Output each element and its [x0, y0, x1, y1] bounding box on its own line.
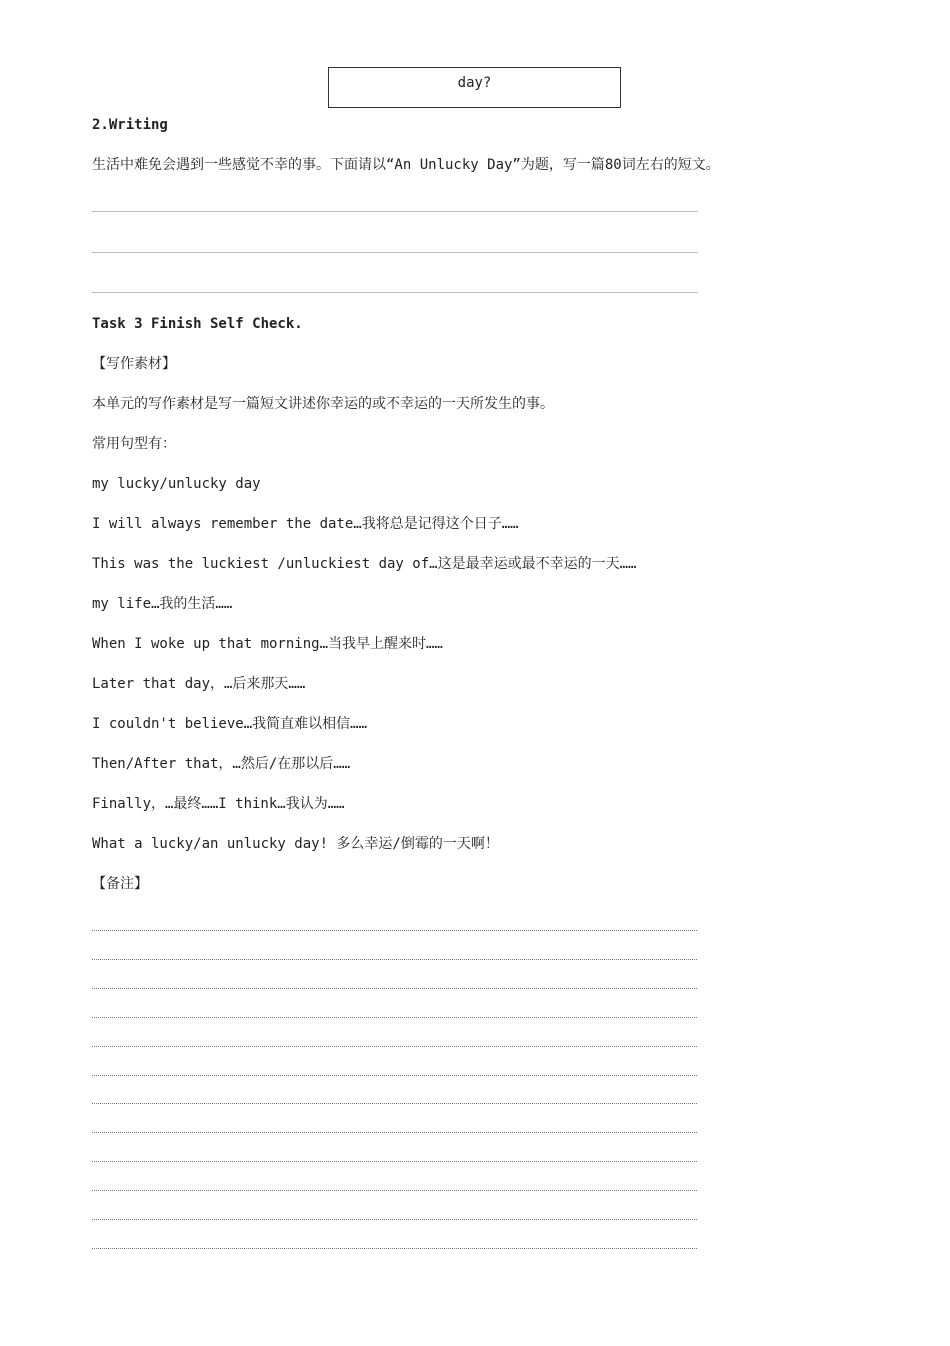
writing-heading: 2.Writing	[92, 117, 168, 133]
answer-line[interactable]	[92, 252, 698, 253]
phrase-item: Later that day，…后来那天……	[92, 676, 306, 692]
phrase-item: What a lucky/an unlucky day! 多么幸运/倒霉的一天啊！	[92, 836, 499, 852]
notes-line[interactable]	[92, 1190, 697, 1191]
phrase-item: my life…我的生活……	[92, 596, 233, 612]
notes-line[interactable]	[92, 930, 697, 931]
writing-prompt: 生活中难免会遇到一些感觉不幸的事。下面请以“An Unlucky Day”为题，写一篇80词左右的短文。	[92, 157, 720, 173]
notes-line[interactable]	[92, 1046, 697, 1047]
table-cell-text: day?	[457, 75, 492, 91]
notes-line[interactable]	[92, 1248, 697, 1249]
notes-line[interactable]	[92, 1132, 697, 1133]
phrase-item: my lucky/unlucky day	[92, 476, 261, 492]
phrase-item: This was the luckiest /unluckiest day of…这是最幸运或最不幸运的一天……	[92, 556, 637, 572]
phrase-item: When I woke up that morning…当我早上醒来时……	[92, 636, 443, 652]
task3-heading: Task 3 Finish Self Check.	[92, 316, 303, 332]
table-cell-fragment	[328, 67, 621, 108]
notes-line[interactable]	[92, 988, 697, 989]
answer-line[interactable]	[92, 211, 698, 212]
phrase-item: I will always remember the date…我将总是记得这个日子……	[92, 516, 519, 532]
notes-heading: 【备注】	[92, 876, 148, 892]
phrase-item: I couldn't believe…我简直难以相信……	[92, 716, 368, 732]
notes-line[interactable]	[92, 1219, 697, 1220]
notes-line[interactable]	[92, 959, 697, 960]
phrase-item: Then/After that，…然后/在那以后……	[92, 756, 351, 772]
phrase-item: Finally，…最终……I think…我认为……	[92, 796, 345, 812]
patterns-label: 常用句型有：	[92, 436, 176, 452]
answer-line[interactable]	[92, 292, 698, 293]
material-intro: 本单元的写作素材是写一篇短文讲述你幸运的或不幸运的一天所发生的事。	[92, 396, 554, 412]
material-heading: 【写作素材】	[92, 356, 176, 372]
notes-line[interactable]	[92, 1075, 697, 1076]
notes-line[interactable]	[92, 1103, 697, 1104]
notes-line[interactable]	[92, 1017, 697, 1018]
notes-line[interactable]	[92, 1161, 697, 1162]
